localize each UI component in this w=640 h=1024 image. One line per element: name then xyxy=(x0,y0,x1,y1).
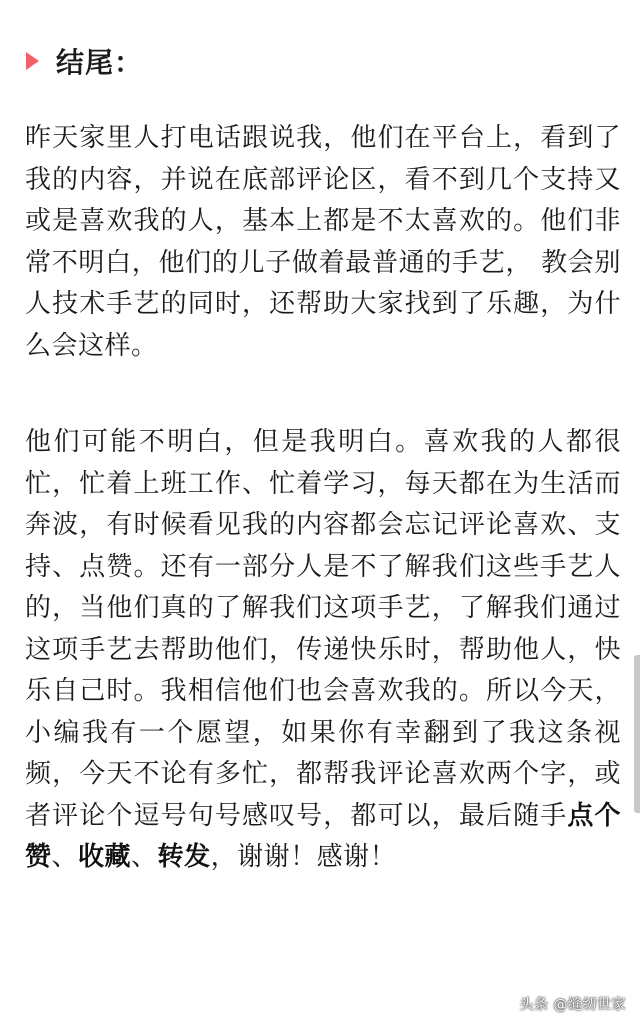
separator-1: 、 xyxy=(51,842,79,872)
watermark: 头条 @缝纫世家 xyxy=(519,997,626,1013)
scrollbar[interactable] xyxy=(634,655,640,813)
triangle-bullet-icon xyxy=(26,52,39,70)
section-heading xyxy=(26,38,143,84)
paragraph-1: 昨天家里人打电话跟说我，他们在平台上，看到了我的内容，并说在底部评论区，看不到几个支持又或是喜欢我的人，基本上都是不太喜欢的。他们非常不明白，他们的儿子做着最普通的手艺， 教会别人技术手艺的同时，还帮助大家找到了乐趣，为什么会这样。 xyxy=(25,123,621,361)
paragraph-2-ending: ，谢谢！感谢！ xyxy=(210,842,397,872)
paragraph-2 xyxy=(25,422,621,879)
like-emphasis: 点个赞 xyxy=(25,800,621,872)
separator-2: 、 xyxy=(131,842,158,872)
favorite-emphasis: 收藏 xyxy=(78,842,132,872)
section-title: 结尾： xyxy=(56,46,144,79)
share-emphasis: 转发 xyxy=(157,842,211,872)
paragraph-2-text: 他们可能不明白，但是我明白。喜欢我的人都很忙，忙着上班工作、忙着学习，每天都在为生活而奔波，有时候看见我的内容都会忘记评论喜欢、支持、点赞。还有一部分人是不了解我们这些手艺人的，当他们真的了解我们这项手艺，了解我们通过这项手艺去帮助他们，传递快乐时，帮助他人，快乐自己时。我相信他们也会喜欢我的。所以今天，小编我有一个愿望，如果你有幸翻到了我这条视频，今天不论有多忙，都帮我评论喜欢两个字，或者评论个逗号句号感叹号，都可以，最后随手 xyxy=(25,427,621,831)
